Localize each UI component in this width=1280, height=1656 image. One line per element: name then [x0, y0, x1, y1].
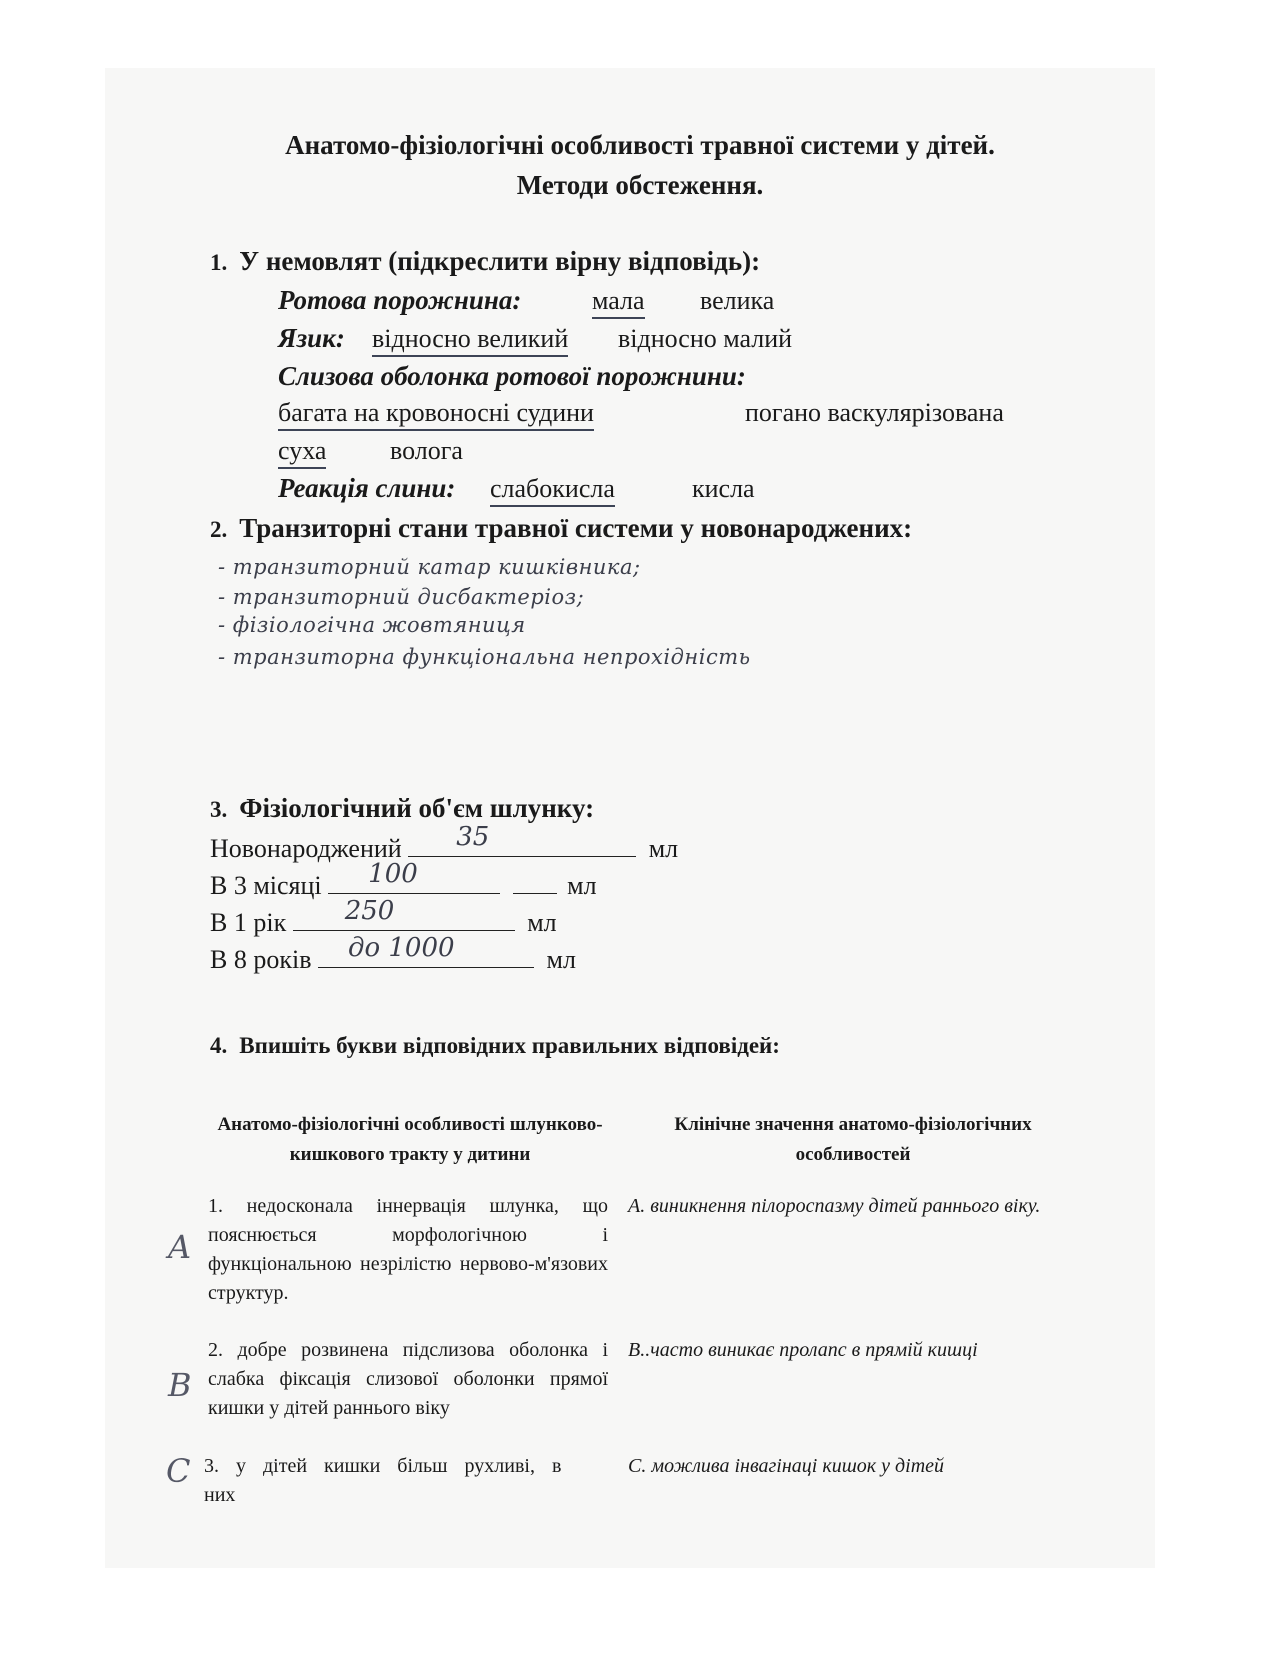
q4-row2-handwritten-letter: B	[168, 1366, 192, 1404]
q2-number: 2.	[210, 517, 228, 542]
unit-label: мл	[527, 908, 557, 937]
page-subtitle: Методи обстеження.	[516, 170, 764, 200]
answer-line[interactable]	[293, 896, 515, 931]
answer-line[interactable]	[328, 859, 500, 894]
q4-number: 4.	[210, 1033, 228, 1058]
q4-column-left-header: Анатомо-фізіологічні особливості шлунково-кишкового тракту у дитини	[217, 1114, 603, 1165]
q1-tongue-opt1[interactable]: відносно великий	[372, 324, 568, 357]
answer-line-extra	[513, 867, 557, 894]
q2-heading	[210, 513, 912, 544]
handwritten-answer: 250	[344, 896, 395, 926]
answer-line[interactable]	[318, 933, 534, 968]
q1-mouth-opt1[interactable]: мала	[592, 286, 645, 319]
q3-number: 3.	[210, 797, 228, 822]
handwritten-answer: 35	[456, 822, 490, 852]
q2-answer-2: - транзиторний дисбактеріоз;	[218, 585, 585, 609]
q4-row3-left: 3. у дітей кишки більш рухливі, в них	[204, 1455, 562, 1506]
q1-mucosa-opt3[interactable]: суха	[278, 436, 326, 469]
q1-saliva-label: Реакція слини:	[278, 473, 456, 503]
q1-mucosa-opt4[interactable]: волога	[390, 436, 463, 465]
q2-answer-3: - фізіологічна жовтяниця	[218, 613, 526, 637]
q4-heading-text: Впишіть букви відповідних правильних відповідей:	[239, 1033, 780, 1058]
q4-row1-left: 1. недосконала іннервація шлунка, що пояснюється морфологічною і функціональною незрілістю нервово-м'язових структур.	[208, 1195, 608, 1304]
q4-heading	[210, 1033, 780, 1059]
q3-heading	[210, 793, 594, 824]
q4-row1-right: A. виникнення пілороспазму дітей раннього віку.	[628, 1195, 1041, 1217]
q1-mucosa-opt1[interactable]: багата на кровоносні судини	[278, 398, 594, 431]
q1-mucosa-label: Слизова оболонка ротової порожнини:	[278, 361, 746, 391]
q4-row2-left: 2. добре розвинена підслизова оболонка і слабка фіксація слизової оболонки прямої кишки у дітей раннього віку	[208, 1339, 608, 1419]
handwritten-answer: 100	[368, 859, 418, 889]
q4-row2-right: B..часто виникає пролапс в прямій кишці	[628, 1339, 978, 1361]
q1-mouth-opt2[interactable]: велика	[700, 286, 775, 315]
unit-label: мл	[546, 945, 576, 974]
q4-row3-handwritten-letter: C	[166, 1452, 191, 1490]
page-title: Анатомо-фізіологічні особливості травної системи у дітей.	[285, 130, 995, 160]
q3-row-label: В 8 років	[210, 945, 312, 974]
q4-row1-handwritten-letter: A	[168, 1228, 192, 1266]
q3-row-label: В 3 місяці	[210, 871, 322, 900]
q1-heading	[210, 246, 760, 277]
q2-answer-1: - транзиторний катар кишківника;	[218, 555, 641, 579]
q3-row-8-years	[210, 933, 576, 975]
unit-label: мл	[648, 834, 679, 863]
q1-saliva-opt2[interactable]: кисла	[692, 474, 755, 503]
q3-row-label: Новонароджений	[210, 834, 402, 863]
q2-heading-text: Транзиторні стани травної системи у новонароджених:	[239, 513, 913, 543]
answer-line[interactable]	[408, 822, 636, 857]
q4-row3-right: C. можлива інвагінаці кишок у дітей	[628, 1455, 945, 1477]
q1-mucosa-opt2[interactable]: погано васкулярізована	[745, 398, 1004, 427]
q1-heading-text: У немовлят (підкреслити вірну відповідь):	[239, 246, 761, 276]
q1-tongue-opt2[interactable]: відносно малий	[618, 324, 793, 353]
unit-label: мл	[567, 871, 597, 900]
q3-row-3-months	[210, 859, 597, 901]
q4-column-right-header: Клінічне значення анатомо-фізіологічних особливостей	[674, 1114, 1032, 1165]
q3-heading-text: Фізіологічний об'єм шлунку:	[239, 793, 595, 823]
q3-row-label: В 1 рік	[210, 908, 287, 937]
q2-answer-4: - транзиторна функціональна непрохідність	[218, 645, 751, 669]
handwritten-answer: до 1000	[347, 933, 455, 963]
q1-tongue-label: Язик:	[278, 323, 345, 353]
q1-saliva-opt1[interactable]: слабокисла	[490, 474, 615, 507]
q1-mouth-label: Ротова порожнина:	[278, 285, 522, 315]
q1-number: 1.	[210, 250, 228, 275]
q3-row-newborn	[210, 822, 679, 864]
